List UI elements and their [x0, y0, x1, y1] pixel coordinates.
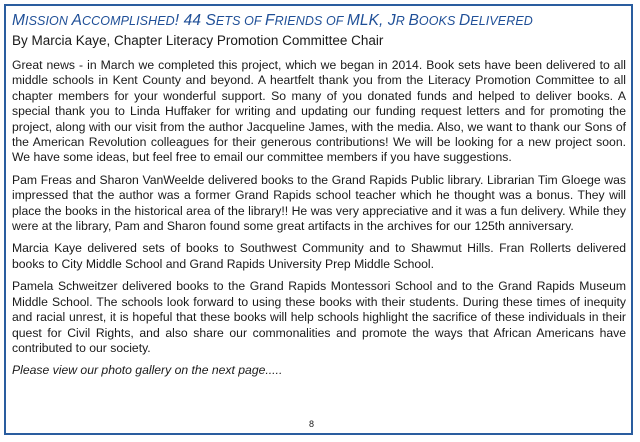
- article-frame: [4, 4, 633, 435]
- paragraph-project-complete: Great news - in March we completed this project, which we began in 2014. Book sets have been delivered to all middle schools in Kent County and beyond. A heartfelt thank you from the Literacy Promotion Committee to all chapter members for your wonderful support. So many of you donated funds and helped to deliver books. A special thank you to Linda Huffaker for writing and updating our funding request letters and for promoting the project, along with our visit from the author Jacqueline James, with the media. Also, we want to thank our Sons of the American Revolution colleagues for their generous contributions! We will be looking for a new project soon. We have some ideas, but feel free to email our committee members if you have suggestions.: [12, 58, 626, 165]
- title-part: R: [395, 14, 409, 28]
- title-part: B: [408, 12, 419, 29]
- title-part: ! 44 S: [174, 12, 216, 29]
- title-part: A: [71, 12, 83, 29]
- title-part: MLK, J: [346, 12, 396, 29]
- title-part: F: [265, 12, 275, 29]
- title-part: RIENDS OF: [274, 14, 347, 28]
- title-part: ISSION: [25, 14, 72, 28]
- page-number: 8: [309, 419, 315, 429]
- paragraph-schweitzer: Pamela Schweitzer delivered books to the Grand Rapids Montessori School and to the Grand Rapids Museum Middle School. The schools look forward to using these books with their students. During these times of inequity and racial unrest, it is hopeful that these books will help schools highlight the sacrifice of these individuals in their quest for Civil Rights, and also share our commonalities and promote the ways that African Americans have contributed to our society.: [12, 279, 626, 355]
- title-part: CCOMPLISHED: [82, 14, 175, 28]
- article-title: [12, 12, 533, 30]
- title-part: D: [458, 12, 471, 29]
- closing-note: Please view our photo gallery on the next page.....: [12, 363, 283, 378]
- article-byline: By Marcia Kaye, Chapter Literacy Promotion Committee Chair: [12, 33, 384, 48]
- title-part: M: [12, 12, 26, 29]
- paragraph-kaye-rollerts: Marcia Kaye delivered sets of books to Southwest Community and to Shawmut Hills. Fran Rollerts delivered books to City Middle School and Grand Rapids University Prep Middle School.: [12, 241, 626, 271]
- paragraph-public-library: Pam Freas and Sharon VanWeelde delivered books to the Grand Rapids Public library. Librarian Tim Gloege was impressed that the author was a former Grand Rapids school teacher which he thought was a bonus. They will place the books in the historical area of the library!! He was very appreciative and it was a fun delivery. While they were at the library, Pam and Sharon found some great artifacts in the archives for our 125th anniversary.: [12, 172, 626, 234]
- article-body: [12, 58, 626, 379]
- title-part: ETS OF: [215, 14, 265, 28]
- title-part: OOKS: [418, 14, 459, 28]
- title-part: ELIVERED: [470, 14, 533, 28]
